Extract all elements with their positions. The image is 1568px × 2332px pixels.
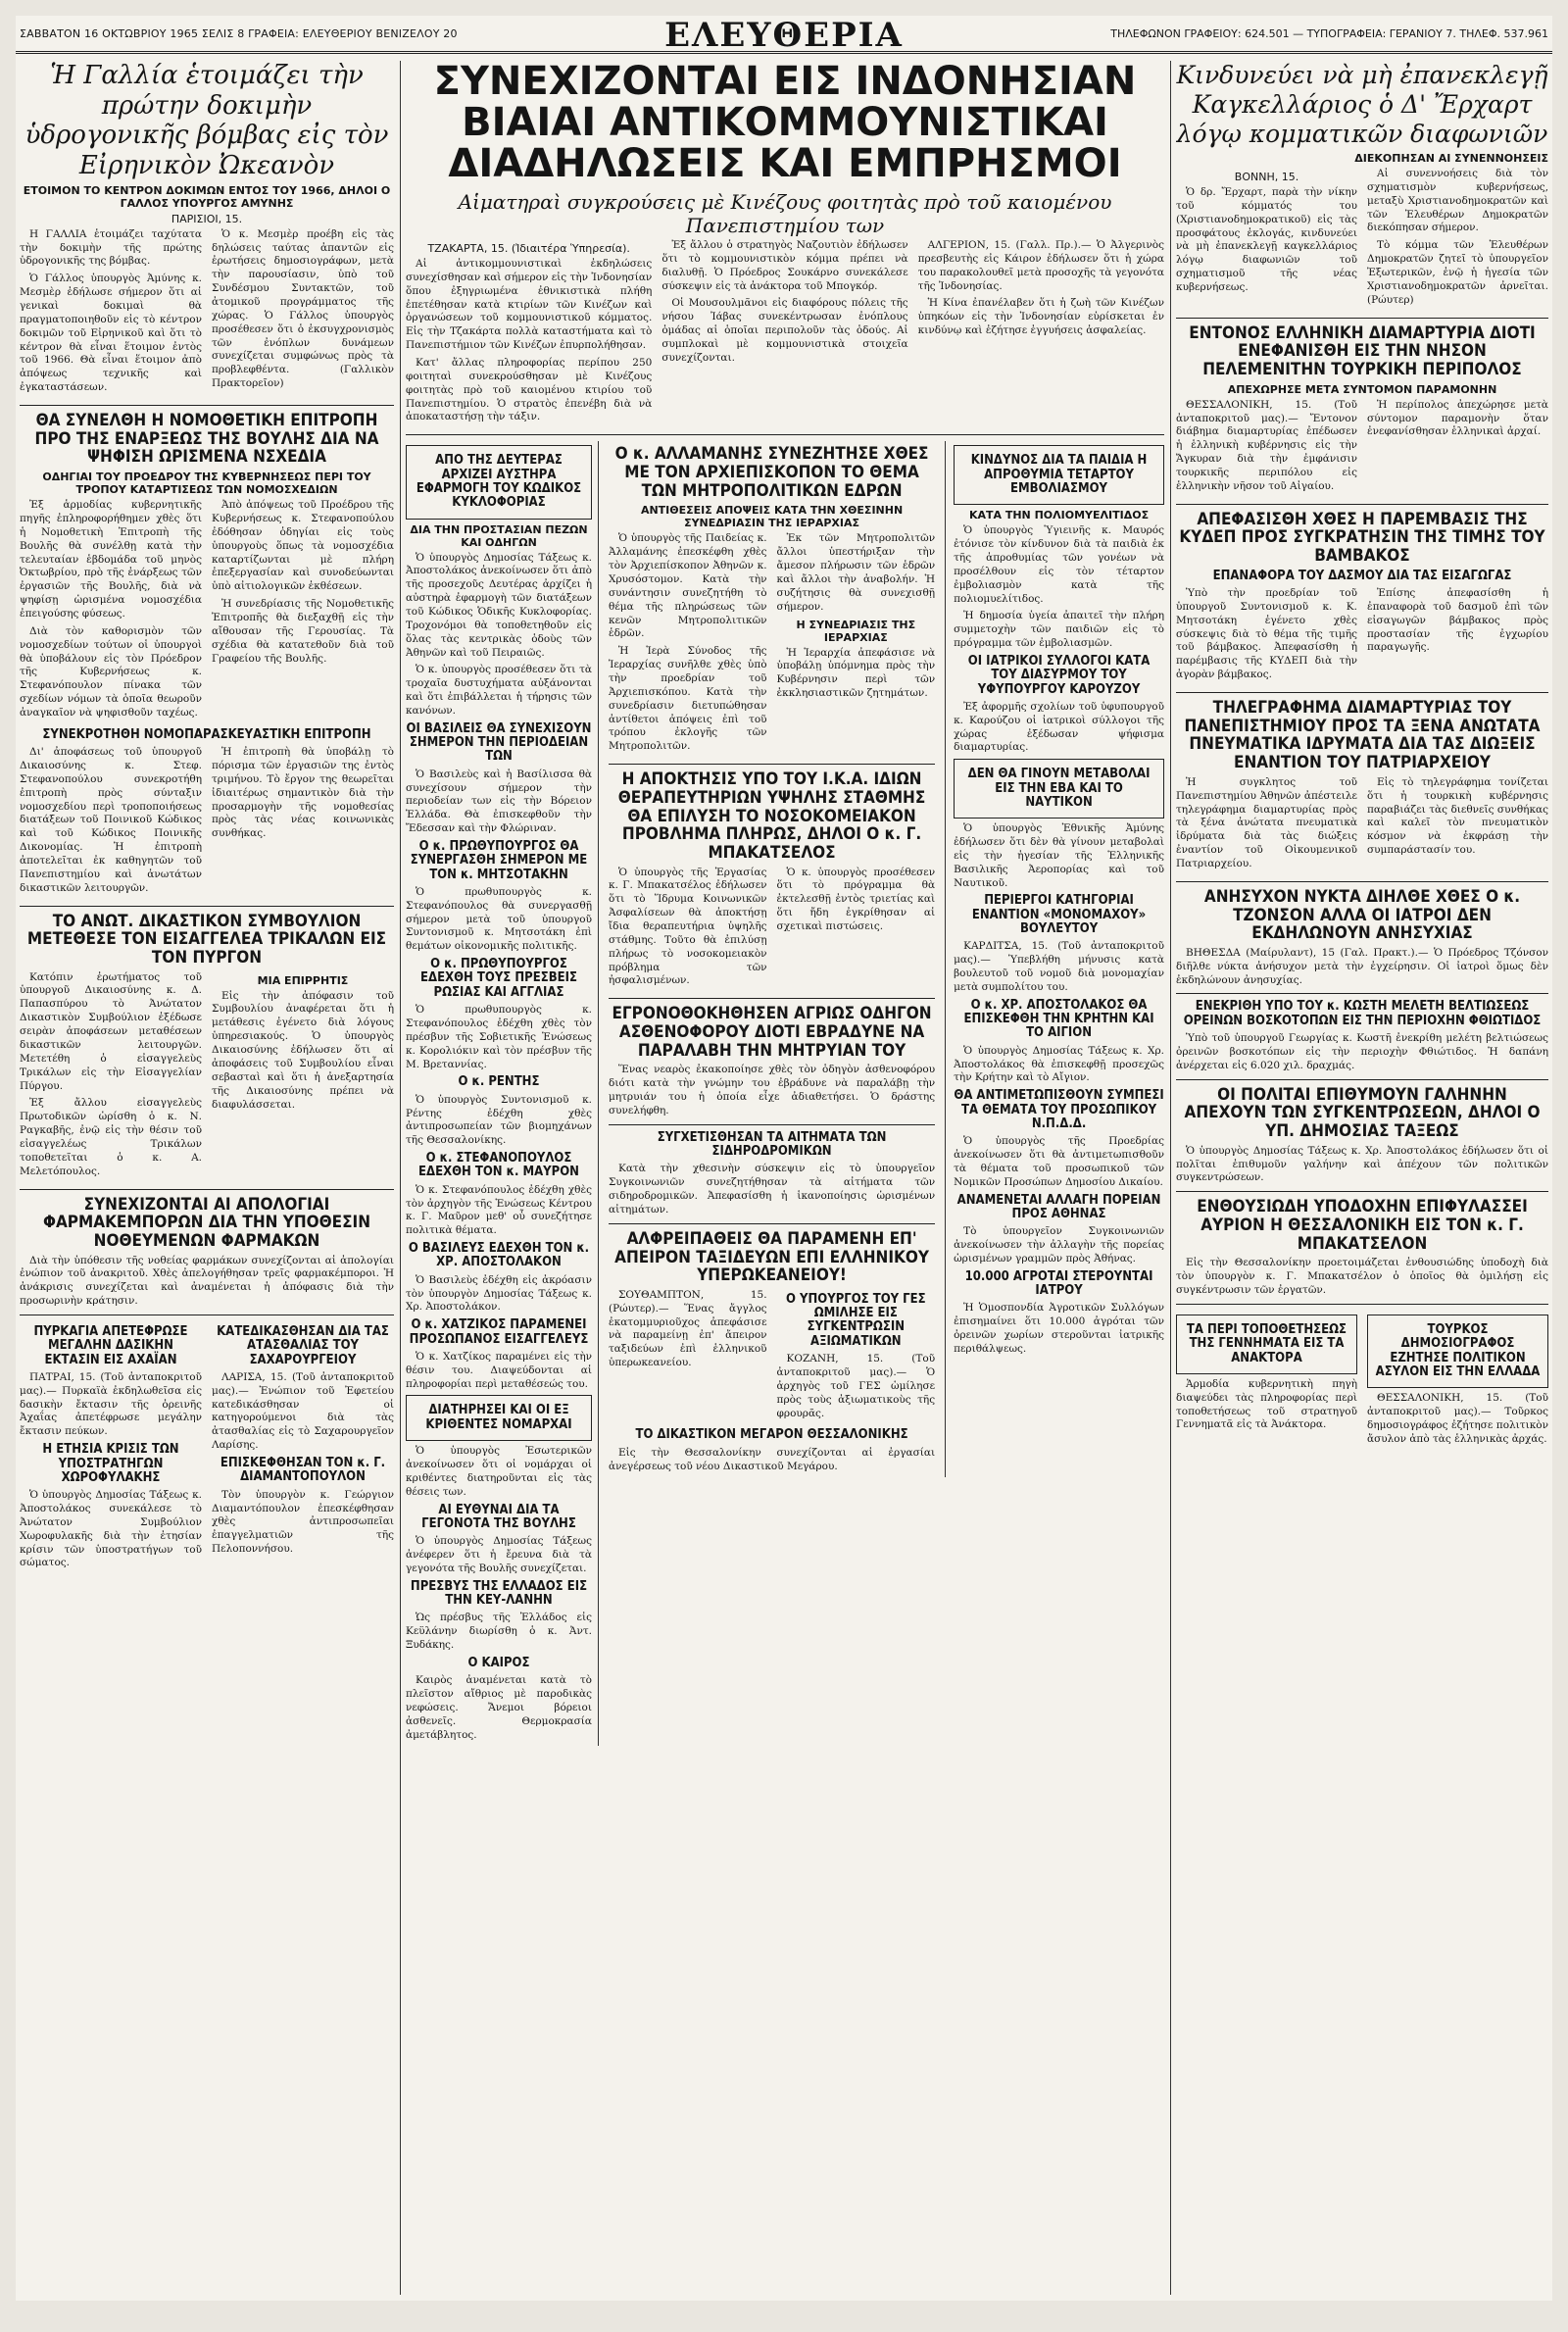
article-paragraph: ΑΛΓΕΡΙΟΝ, 15. (Γαλλ. Πρ.).— Ὁ Ἀλγερινὸς πρεσβευτὴς εἰς Κάιρον ἐδήλωσεν ὅτι ἡ χώρα του παρακολουθεῖ μετὰ προσοχῆς τὰ γεγονότα τῆς Ἰνδονησίας. (917, 239, 1164, 292)
law-committee-headline: ΣΥΝΕΚΡΟΤΗΘΗ ΝΟΜΟΠΑΡΑΣΚΕΥΑΣΤΙΚΗ ΕΠΙΤΡΟΠΗ (42, 726, 371, 742)
article-paragraph: Ὑπὸ τὴν προεδρίαν τοῦ ὑπουργοῦ Συντονισμοῦ κ. Κ. Μητσοτάκη ἐγένετο χθὲς σύσκεψις διὰ τὸ θέμα τῆς τιμῆς τοῦ βάμβακος. Ἀπεφασίσθη ἡ παρέμβασις τῆς ΚΥΔΕΠ διὰ τὴν ἀγορὰν βάμβακος. (1176, 587, 1357, 681)
article-paragraph: ΒΗΘΕΣΔΑ (Μαίρυλαντ), 15 (Γαλ. Πρακτ.).— Ὁ Πρόεδρος Τζόνσον διῆλθε νύκτα ἀνήσυχον μετὰ τὴν ἐγχείρησιν. Οἱ ἰατροὶ ὅμως δὲν ἐκδηλώνουν ἀνησυχίας. (1176, 946, 1548, 986)
divider (1176, 318, 1548, 319)
turkish-patrol-subheadline: ΑΠΕΧΩΡΗΣΕ ΜΕΤΑ ΣΥΝΤΟΜΟΝ ΠΑΡΑΜΟΝΗΝ (1227, 382, 1497, 396)
air-navy-headline: ΔΕΝ ΘΑ ΓΙΝΟΥΝ ΜΕΤΑΒΟΛΑΙ ΕΙΣ ΤΗΝ ΕΒΑ ΚΑΙ ΤΟ ΝΑΥΤΙΚΟΝ (967, 767, 1151, 810)
ceylon-ambassador-headline: ΠΡΕΣΒΥΣ ΤΗΣ ΕΛΛΑΔΟΣ ΕΙΣ ΤΗΝ ΚΕΥ-ΛΑΝΗΝ (410, 1578, 588, 1608)
ocean-liner-headline: ΑΛΦΡΕΙΠΑΘΕΙΣ ΘΑ ΠΑΡΑΜΕΝΗ ΕΠ' ΑΠΕΙΡΟΝ ΤΑΞΙΔΕΥΩΝ ΕΠΙ ΕΛΛΗΝΙΚΟΥ ΥΠΕΡΩΚΕΑΝΕΙΟΥ! (614, 1228, 929, 1286)
article-paragraph: Ὁ κ. Χατζίκος παραμένει εἰς τὴν θέσιν του. Διαψεύδονται αἱ πληροφορίαι περὶ μεταθέσεώς του. (406, 1350, 592, 1390)
article-paragraph: Ἡ Ἱερὰ Σύνοδος τῆς Ἱεραρχίας συνῆλθε χθὲς ὑπὸ τὴν προεδρίαν τοῦ Ἀρχιεπισκόπου. Κατὰ τὴν συνεδρίασιν διετυπώθησαν ἀντίθετοι ἀπόψεις ἐπὶ τοῦ τρόπου ἐκλογῆς τῶν Μητροπολιτῶν. (609, 645, 767, 753)
divider (609, 764, 935, 765)
article-paragraph: Οἱ Μουσουλμᾶνοι εἰς διαφόρους πόλεις τῆς νήσου Ἰάβας συνεκέντρωσαν ἐνόπλους ὁμάδας αἱ ὁποῖαι περιπολοῦν τὰς ὁδούς. Αἱ συμπλοκαὶ μὲ κομμουνιστικὰ στοιχεῖα συνεχίζονται. (662, 297, 908, 364)
pharma-trial-headline: ΣΥΝΕΧΙΖΟΝΤΑΙ ΑΙ ΑΠΟΛΟΓΙΑΙ ΦΑΡΜΑΚΕΜΠΟΡΩΝ ΔΙΑ ΤΗΝ ΥΠΟΘΕΣΙΝ ΝΟΘΕΥΜΕΝΩΝ ΦΑΡΜΑΚΩΝ (42, 1194, 371, 1251)
article-paragraph: Ὁ ὑπουργὸς τῆς Ἐργασίας κ. Γ. Μπακατσέλος ἐδήλωσεν ὅτι τὸ Ἵδρυμα Κοινωνικῶν Ἀσφαλίσεων θὰ ἀποκτήσῃ ἴδια θεραπευτήρια ὑψηλῆς στάθμης. Τοῦτο θὰ ἐπιλύσῃ πλήρως τὸ νοσοκομειακὸν πρόβλημα τῶν ἠσφαλισμένων. (609, 866, 767, 987)
air-navy-box (954, 759, 1164, 819)
article-paragraph: Ἐξ ἄλλου ὁ στρατηγὸς Ναζουτιὸν ἐδήλωσεν ὅτι τὸ κομμουνιστικὸν κόμμα πρέπει νὰ διαλυθῇ. Ὁ Πρόεδρος Σουκάρνο συνεκάλεσε σύσκεψιν εἰς τὰ ἀνάκτορα τοῦ Μπογκόρ. (662, 239, 908, 292)
article-paragraph: Εἰς τὸ τηλεγράφημα τονίζεται ὅτι ἡ τουρκικὴ κυβέρνησις παραβιάζει τὰς διεθνεῖς συνθήκας καὶ καλεῖ τὸν πνευματικὸν κόσμον νὰ ἐκφράσῃ τὴν συμπαράστασίν του. (1367, 775, 1548, 857)
divider (1176, 1191, 1548, 1192)
ambulance-driver-headline: ΕΓΡΟΝΟΘΟΚΗΘΗΣΕΝ ΑΓΡΙΩΣ ΟΔΗΓΟΝ ΑΣΘΕΝΟΦΟΡΟΥ ΔΙΟΤΙ ΕΒΡΑΔΥΝΕ ΝΑ ΠΑΡΑΛΑΒΗ ΤΗΝ ΜΗΤΡΥΙΑΝ ΤΟΥ (612, 1004, 932, 1061)
gennimatas-box (1176, 1315, 1357, 1374)
cotton-body (1176, 587, 1548, 686)
article-paragraph: Ἡ Κίνα ἐπανέλαβεν ὅτι ἡ ζωὴ τῶν Κινέζων ὑπηκόων εἰς τὴν Ἰνδονησίαν εὑρίσκεται ἐν κινδύνῳ καὶ ἐζήτησε ἐγγυήσεις ἀσφαλείας. (917, 297, 1164, 337)
article-paragraph: Ὁ πρωθυπουργὸς κ. Στεφανόπουλος θὰ συνεργασθῇ σήμερον μετὰ τοῦ ὑπουργοῦ Συντονισμοῦ κ. Μητσοτάκη ἐπὶ θεμάτων οἰκονομικῆς πολιτικῆς. (406, 885, 592, 953)
article-paragraph: Ὁ ὑπουργὸς τῆς Παιδείας κ. Ἀλλαμάνης ἐπεσκέφθη χθὲς τὸν Ἀρχιεπίσκοπον Ἀθηνῶν κ. Χρυσόστομον. Κατὰ τὴν συνάντησιν συνεζητήθη τὸ θέμα τῆς πληρώσεως τῶν κενῶν Μητροπολιτικῶν ἑδρῶν. (609, 532, 767, 640)
prosecutor-transfer-body (20, 971, 394, 1183)
article-paragraph: Ὑπὸ τοῦ ὑπουργοῦ Γεωργίας κ. Κωστῆ ἐνεκρίθη μελέτη βελτιώσεως ὀρεινῶν βοσκοτόπων εἰς τὴν περιοχὴν Φθιώτιδος. Ἡ δαπάνη ἀνέρχεται εἰς 6.020 χιλ. δραχμάς. (1176, 1032, 1548, 1071)
center-lower-grid (406, 441, 1164, 1746)
ika-hospitals-headline: Η ΑΠΟΚΤΗΣΙΣ ΥΠΟ ΤΟΥ Ι.Κ.Α. ΙΔΙΩΝ ΘΕΡΑΠΕΥΤΗΡΙΩΝ ΥΨΗΛΗΣ ΣΤΑΘΜΗΣ ΘΑ ΕΠΙΛΥΣΗ ΤΟ ΝΟΣΟΚΟΜΕΙΑΚΟΝ ΠΡΟΒΛΗΜΑ ΠΛΗΡΩΣ, ΔΗΛΟΙ Ο κ. Γ. ΜΠΑΚΑΤΣΕΛΟΣ (617, 769, 926, 863)
article-paragraph: Διὰ τὸν καθορισμὸν τῶν νομοσχεδίων τούτων οἱ ὑπουργοὶ θὰ ὑποβάλουν εἰς τὸν Πρόεδρον τῆς Κυβερνήσεως κ. Στεφανόπουλον πίνακα τῶν σχεδίων νόμων τὰ ὁποῖα θεωροῦν ἀναγκαῖον νὰ ψηφισθοῦν ταχέως. (20, 624, 202, 719)
legislative-committee-headline: ΘΑ ΣΥΝΕΛΘΗ Η ΝΟΜΟΘΕΤΙΚΗ ΕΠΙΤΡΟΠΗ ΠΡΟ ΤΗΣ ΕΝΑΡΞΕΩΣ ΤΗΣ ΒΟΥΛΗΣ ΔΙΑ ΝΑ ΨΗΦΙΣΗ ΩΡΙΣΜΕΝΑ ΝΣΧΕΔΙΑ (34, 411, 379, 468)
pm-ambassadors-headline: Ο κ. ΠΡΩΘΥΠΟΥΡΓΟΣ ΕΔΕΧΘΗ ΤΟΥΣ ΠΡΕΣΒΕΙΣ ΡΩΣΙΑΣ ΚΑΙ ΑΓΓΛΙΑΣ (420, 957, 577, 1000)
divider (20, 405, 394, 406)
article-paragraph: Ἐξ ἄλλου εἰσαγγελεὺς Πρωτοδικῶν ὡρίσθη ὁ κ. Ν. Ραγκαβῆς, ἐνῷ εἰς τὴν θέσιν τοῦ εἰσαγγελέως Τρικάλων τοποθετεῖται ὁ κ. Α. Μελετόπουλος. (20, 1097, 202, 1177)
article-paragraph: Δι' ἀποφάσεως τοῦ ὑπουργοῦ Δικαιοσύνης κ. Στεφ. Στεφανοπούλου συνεκροτήθη ἐπιτροπὴ πρὸς σύνταξιν νομοσχεδίου περὶ τροποποιήσεως διατάξεων τοῦ Ποινικοῦ Κώδικος καὶ τοῦ Κώδικος Ποινικῆς Δικονομίας. Ἡ ἐπιτροπὴ ἀποτελεῖται ἐκ καθηγητῶν τοῦ Πανεπιστημίου καὶ ἀνωτάτων δικαστικῶν λειτουργῶν. (20, 746, 202, 894)
article-paragraph: Ὁ ὑπουργὸς Συντονισμοῦ κ. Ρέντης ἐδέχθη χθὲς ἀντιπροσωπείαν τῶν βιομηχάνων τῆς Θεσσαλονίκης. (406, 1093, 592, 1147)
article-paragraph: Τὸν ὑπουργὸν κ. Γεώργιον Διαμαντόπουλον ἐπεσκέφθησαν χθὲς ἀντιπροσωπεῖαι ἐπαγγελματιῶν τῆς Πελοποννήσου. (212, 1488, 394, 1556)
center-wide-split (609, 441, 1164, 1477)
turkish-patrol-body (1176, 399, 1548, 498)
king-apostolakos-headline: Ο ΒΑΣΙΛΕΥΣ ΕΔΕΧΘΗ ΤΟΝ κ. ΧΡ. ΑΠΟΣΤΟΛΑΚΟΝ (408, 1241, 590, 1270)
polio-box (954, 445, 1164, 505)
article-paragraph: ΚΟΖΑΝΗ, 15. (Τοῦ ἀνταποκριτοῦ μας).— Ὁ ἀρχηγὸς τοῦ ΓΕΣ ὡμίλησε πρὸς τοὺς ἀξιωματικοὺς τῆς φρουρᾶς. (776, 1353, 936, 1419)
france-hbomb-dateline: ΠΑΡΙΣΙΟΙ, 15. (171, 212, 243, 225)
divider (609, 1124, 935, 1125)
weather-headline: Ο ΚΑΙΡΟΣ (467, 1655, 530, 1670)
parliament-events-headline: ΑΙ ΕΥΘΥΝΑΙ ΔΙΑ ΤΑ ΓΕΓΟΝΟΤΑ ΤΗΣ ΒΟΥΛΗΣ (421, 1502, 576, 1531)
france-hbomb-subheadline: ΕΤΟΙΜΟΝ ΤΟ ΚΕΝΤΡΟΝ ΔΟΚΙΜΩΝ ΕΝΤΟΣ ΤΟΥ 1966, ΔΗΛΟΙ Ο ΓΑΛΛΟΣ ΥΠΟΥΡΓΟΣ ΑΜΥΝΗΣ (23, 183, 391, 210)
article-paragraph: Ὁ ὑπουργὸς Δημοσίας Τάξεως κ. Χρ. Ἀποστολάκος θὰ ἐπισκεφθῇ προσεχῶς τὴν Κρήτην καὶ τὸ Αἴγιον. (954, 1044, 1164, 1084)
ges-speech-headline: Ο ΥΠΟΥΡΓΟΣ ΤΟΥ ΓΕΣ ΩΜΙΛΗΣΕ ΕΙΣ ΣΥΓΚΕΝΤΡΩΣΙΝ ΑΞΙΩΜΑΤΙΚΩΝ (786, 1291, 926, 1349)
article-paragraph: Ἐπίσης ἀπεφασίσθη ἡ ἐπαναφορὰ τοῦ δασμοῦ ἐπὶ τῶν εἰσαγωγῶν βάμβακος πρὸς προστασίαν τῆς ἐγχωρίου παραγωγῆς. (1367, 587, 1548, 654)
article-paragraph: Ἀπὸ ἀπόψεως τοῦ Προέδρου τῆς Κυβερνήσεως κ. Στεφανοπούλου ἐδόθησαν ὁδηγίαι εἰς τοὺς ὑπουργοὺς ὅπως τὰ νομοσχέδια καταρτίζωνται μὲ πλήρη ἐπεξεργασίαν καὶ συνοδεύωνται ὑπὸ αἰτιολογικῶν ἐκθέσεων. (212, 499, 394, 593)
pastures-headline: ΕΝΕΚΡΙΘΗ ΥΠΟ ΤΟΥ κ. ΚΩΣΤΗ ΜΕΛΕΤΗ ΒΕΛΤΙΩΣΕΩΣ ΟΡΕΙΝΩΝ ΒΟΣΚΟΤΟΠΩΝ ΕΙΣ ΤΗΝ ΠΕΡΙΟΧΗΝ ΦΘΙΩΤΙΔΟΣ (1183, 999, 1542, 1028)
indonesia-subheadline: Αἱματηραὶ συγκρούσεις μὲ Κινέζους φοιτητὰς πρὸ τοῦ καιομένου Πανεπιστημίου των (458, 190, 1112, 237)
article-paragraph: Ἡ περίπολος ἀπεχώρησε μετὰ σύντομον παραμονὴν ὅταν ἐνεφανίσθησαν ἑλληνικαὶ ἀρχαί. (1367, 398, 1548, 438)
import-duty-headline: ΕΠΑΝΑΦΟΡΑ ΤΟΥ ΔΑΣΜΟΥ ΔΙΑ ΤΑΣ ΕΙΣΑΓΩΓΑΣ (1212, 568, 1512, 583)
article-paragraph: Ἡ Ἱεραρχία ἀπεφάσισε νὰ ὑποβάλῃ ὑπόμνημα πρὸς τὴν Κυβέρνησιν περὶ τῶν ἐκκλησιαστικῶν ζητημάτων. (776, 646, 936, 700)
article-paragraph: Ἡ συνεδρίασις τῆς Νομοθετικῆς Ἐπιτροπῆς θὰ διεξαχθῇ εἰς τὴν αἴθουσαν τῆς Γερουσίας. Τὰ σχέδια θὰ κατατεθοῦν διὰ τοῦ Γραφείου τῆς Βουλῆς. (212, 598, 394, 665)
divider (1176, 881, 1548, 882)
traffic-code-box (406, 445, 592, 519)
allamanis-body (609, 532, 935, 758)
article-paragraph: Ἡ δημοσία ὑγεία ἀπαιτεῖ τὴν πλήρη συμμετοχὴν τῶν παιδιῶν εἰς τὸ πρόγραμμα τῶν ἐμβολιασμῶν. (954, 610, 1164, 650)
article-paragraph: Ὁ κ. ὑπουργὸς προσέθεσεν ὅτι τὸ πρόγραμμα θὰ ἐκτελεσθῇ ἐντὸς τριετίας καὶ ὅτι ἤδη ἐγκρίθησαν αἱ σχετικαὶ πιστώσεις. (776, 866, 936, 932)
erhard-subheadline: ΔΙΕΚΟΠΗΣΑΝ ΑΙ ΣΥΝΕΝΝΟΗΣΕΙΣ (1354, 152, 1548, 165)
masthead (16, 16, 1552, 55)
article-paragraph: Ὁ Βασιλεὺς καὶ ἡ Βασίλισσα θὰ συνεχίσουν σήμερον τὴν περιοδείαν των εἰς τὴν Βόρειον Ἑλλάδα. Θὰ ἐπισκεφθοῦν τὴν Ἔδεσσαν καὶ τὴν Φλώριναν. (406, 768, 592, 835)
article-paragraph: Κατόπιν ἐρωτήματος τοῦ ὑπουργοῦ Δικαιοσύνης κ. Δ. Παπασπύρου τὸ Ἀνώτατον Δικαστικὸν Συμβούλιον ἐξέδωσε σειρὰν ἀποφάσεων μεταθέσεων δικαστικῶν λειτουργῶν. Μετετέθη ὁ εἰσαγγελεὺς Τρικάλων εἰς τὴν Εἰσαγγελίαν Πύργου. (20, 970, 202, 1092)
article-subheading: ΜΙΑ ΕΠΙΡΡΗΤΙΣ (257, 973, 349, 987)
article-paragraph: Ἁρμοδία κυβερνητικὴ πηγὴ διαψεύδει τὰς πληροφορίας περὶ τοποθετήσεως τοῦ στρατηγοῦ Γεννηματᾶ εἰς τὰ Ἀνάκτορα. (1176, 1377, 1357, 1431)
divider (20, 906, 394, 907)
gennimatas-headline: ΤΑ ΠΕΡΙ ΤΟΠΟΘΕΤΗΣΕΩΣ ΤΗΣ ΓΕΝΝΗΜΑΤΑ ΕΙΣ ΤΑ ΑΝΑΚΤΟΡΑ (1186, 1321, 1348, 1365)
article-paragraph: Ὁ κ. Στεφανόπουλος ἐδέχθη χθὲς τὸν ἀρχηγὸν τῆς Ἑνώσεως Κέντρου κ. Γ. Μαῦρον μεθ' οὗ συνεζήτησε πολιτικὰ θέματα. (406, 1183, 592, 1237)
article-paragraph: Καιρὸς ἀναμένεται κατὰ τὸ πλεῖστον αἴθριος μὲ παροδικὰς νεφώσεις. Ἄνεμοι βόρειοι ἀσθενεῖς. Θερμοκρασία ἀμετάβλητος. (406, 1674, 592, 1741)
article-paragraph: Ὁ δρ. Ἔρχαρτ, παρὰ τὴν νίκην τοῦ κόμματός του (Χριστιανοδημοκρατικοῦ) εἰς τὰς προσφάτους ἐκλογάς, κινδυνεύει νὰ μὴ ἐπανεκλεγῇ καγκελλάριος λόγῳ διαφωνιῶν τοῦ σχηματισμοῦ τῆς νέας κυβερνήσεως. (1176, 186, 1357, 294)
article-paragraph: Ὁ ὑπουργὸς Ὑγιεινῆς κ. Μαυρός ἐτόνισε τὸν κίνδυνον διὰ τὰ παιδιὰ ἐκ τῆς ἀπροθυμίας τῶν γονέων νὰ προσέλθουν εἰς τὸν τέταρτον ἐμβολιασμὸν κατὰ τῆς πολιομυελίτιδος. (954, 524, 1164, 605)
article-paragraph: Η ΓΑΛΛΙΑ ἑτοιμάζει ταχύτατα τὴν δοκιμὴν τῆς πρώτης ὑδρογονικῆς της βόμβας. (20, 227, 202, 268)
patriarchate-protest-headline: ΤΗΛΕΓΡΑΦΗΜΑ ΔΙΑΜΑΡΤΥΡΙΑΣ ΤΟΥ ΠΑΝΕΠΙΣΤΗΜΙΟΥ ΠΡΟΣ ΤΑ ΞΕΝΑ ΑΝΩΤΑΤΑ ΠΝΕΥΜΑΤΙΚΑ ΙΔΡΥΜΑΤΑ ΔΙΑ ΤΑΣ ΔΙΩΞΕΙΣ ΕΝΑΝΤΙΟΝ ΤΟΥ ΠΑΤΡΙΑΡΧΕΙΟΥ (1184, 698, 1541, 773)
column-rule (400, 61, 401, 2295)
erhard-body (1176, 168, 1548, 312)
divider (20, 1189, 394, 1190)
article-paragraph: Ἕνας νεαρὸς ἐκακοποίησε χθὲς τὸν ὁδηγὸν ἀσθενοφόρου διότι κατὰ τὴν γνώμην του ἐβράδυνε νὰ παραλάβῃ τὴν μητρυιάν του ἡ ὁποία εἶχε ἀδιαθετήσει. Ὁ δράστης συνελήφθη. (609, 1064, 936, 1116)
article-paragraph: Εἰς τὴν Θεσσαλονίκην συνεχίζονται αἱ ἐργασίαι ἀνεγέρσεως τοῦ νέου Δικαστικοῦ Μεγάρου. (609, 1446, 936, 1472)
article-paragraph: Ὁ ὑπουργὸς Ἐθνικῆς Ἀμύνης ἐδήλωσεν ὅτι δὲν θὰ γίνουν μεταβολαὶ εἰς τὴν ἡγεσίαν τῆς Ἑλληνικῆς Βασιλικῆς Ἀεροπορίας καὶ τοῦ Ναυτικοῦ. (954, 822, 1164, 889)
polio-subheadline: ΚΑΤΑ ΤΗΝ ΠΟΛΙΟΜΥΕΛΙΤΙΔΟΣ (968, 509, 1150, 522)
article-subheading: Η ΣΥΝΕΔΡΙΑΣΙΣ ΤΗΣ ΙΕΡΑΡΧΙΑΣ (796, 618, 916, 644)
right-column (1176, 61, 1548, 2295)
article-paragraph: Ἐξ ἁρμοδίας κυβερνητικῆς πηγῆς ἐπληροφορήθημεν χθὲς ὅτι ἡ Νομοθετικὴ Ἐπιτροπὴ τῆς Βουλῆς θὰ συνέλθῃ κατὰ τὴν τελευταίαν ἑβδομάδα τοῦ μηνὸς Ὀκτωβρίου, πρὸ τῆς ἐνάρξεως τῶν ἐργασιῶν τῆς Βουλῆς, διὰ νὰ ψηφίσῃ ὡρισμένα νομοσχέδια ἐπειγούσης φύσεως. (20, 499, 202, 620)
article-paragraph: Ὁ Βασιλεὺς ἐδέχθη εἰς ἀκρόασιν τὸν ὑπουργὸν Δημοσίας Τάξεως κ. Χρ. Ἀποστολάκον. (406, 1273, 592, 1314)
indonesia-headline: ΣΥΝΕΧΙΖΟΝΤΑΙ ΕΙΣ ΙΝΔΟΝΗΣΙΑΝ ΒΙΑΙΑΙ ΑΝΤΙΚΟΜΜΟΥΝΙΣΤΙΚΑΙ ΔΙΑΔΗΛΩΣΕΙΣ ΚΑΙ ΕΜΠΡΗΣΜΟΙ (433, 61, 1137, 186)
france-hbomb-headline: Ἡ Γαλλία ἑτοιμάζει τὴν πρώτην δοκιμὴν ὑδρογονικῆς βόμβας εἰς τὸν Εἰρηνικὸν Ὠκεανὸν (24, 61, 389, 181)
medical-associations-headline: ΟΙ ΙΑΤΡΙΚΟΙ ΣΥΛΛΟΓΟΙ ΚΑΤΑ ΤΟΥ ΔΙΑΣΥΡΜΟΥ ΤΟΥ ΥΦΥΠΟΥΡΓΟΥ ΚΑΡΟΥΖΟΥ (967, 653, 1151, 697)
turkish-patrol-headline: ΕΝΤΟΝΟΣ ΕΛΛΗΝΙΚΗ ΔΙΑΜΑΡΤΥΡΙΑ ΔΙΟΤΙ ΕΝΕΦΑΝΙΣΘΗ ΕΙΣ ΤΗΝ ΝΗΣΟΝ ΠΕΛΕΜΕΝΙΤΗΝ ΤΟΥΡΚΙΚΗ ΠΕΡΙΠΟΛΟΣ (1189, 323, 1536, 379)
masthead-title: ΕΛΕΥΘΕΡΙΑ (664, 16, 904, 55)
article-paragraph: Τὸ ὑπουργεῖον Συγκοινωνιῶν ἀνεκοίνωσεν τὴν ἀλλαγὴν τῆς πορείας ὡρισμένων γραμμῶν πρὸς Ἀθήνας. (954, 1225, 1164, 1265)
prefects-box (406, 1395, 592, 1441)
article-paragraph: Ὡς πρέσβυς τῆς Ἑλλάδος εἰς Κεϋλάνην διωρίσθη ὁ κ. Ἀντ. Ξυδάκης. (406, 1612, 592, 1651)
right-bottom-briefs (1176, 1311, 1548, 1451)
indonesia-dateline: ΤΖΑΚΑΡΤΑ, 15. (Ἰδιαιτέρα Ὑπηρεσία). (427, 242, 630, 255)
citizens-calm-headline: ΟΙ ΠΟΛΙΤΑΙ ΕΠΙΘΥΜΟΥΝ ΓΑΛΗΝΗΝ ΑΠΕΧΟΥΝ ΤΩΝ ΣΥΓΚΕΝΤΡΩΣΕΩΝ, ΔΗΛΟΙ Ο ΥΠ. ΔΗΜΟΣΙΑΣ ΤΑΞΕΩΣ (1184, 1084, 1541, 1141)
divider (406, 434, 1164, 435)
divider (1176, 1304, 1548, 1305)
patriarchate-body (1176, 776, 1548, 875)
royals-tour-headline: ΟΙ ΒΑΣΙΛΕΙΣ ΘΑ ΣΥΝΕΧΙΣΟΥΝ ΣΗΜΕΡΟΝ ΤΗΝ ΠΕΡΙΟΔΕΙΑΝ ΤΩΝ (406, 720, 592, 765)
turkish-journalist-headline: ΤΟΥΡΚΟΣ ΔΗΜΟΣΙΟΓΡΑΦΟΣ ΕΖΗΤΗΣΕ ΠΟΛΙΤΙΚΟΝ ΑΣΥΛΟΝ ΕΙΣ ΤΗΝ ΕΛΛΑΔΑ (1375, 1321, 1541, 1379)
divider (1176, 692, 1548, 693)
legislative-committee-subheadline: ΟΔΗΓΙΑΙ ΤΟΥ ΠΡΟΕΔΡΟΥ ΤΗΣ ΚΥΒΕΡΝΗΣΕΩΣ ΠΕΡΙ ΤΟΥ ΤΡΟΠΟΥ ΚΑΤΑΡΤΙΣΕΩΣ ΤΩΝ ΝΟΜΟΣΧΕΔΙΩΝ (42, 471, 371, 497)
article-paragraph: Ὁ πρωθυπουργὸς κ. Στεφανόπουλος ἐδέχθη χθὲς τὸν πρέσβυν τῆς Σοβιετικῆς Ἑνώσεως κ. Κορολιόκιν καὶ τὸν πρέσβυν τῆς Μ. Βρεταννίας. (406, 1004, 592, 1070)
article-paragraph: ΘΕΣΣΑΛΟΝΙΚΗ, 15. (Τοῦ ἀνταποκριτοῦ μας).— Τοῦρκος δημοσιογράφος ἐζήτησε πολιτικὸν ἄσυλον ἀπὸ τὰς ἑλληνικὰς ἀρχάς. (1367, 1392, 1548, 1445)
article-paragraph: Εἰς τὴν ἀπόφασιν τοῦ Συμβουλίου ἀναφέρεται ὅτι ἡ μετάθεσις ἐγένετο διὰ λόγους ὑπηρεσιακούς. Ὁ ὑπουργὸς Δικαιοσύνης ἐδήλωσεν ὅτι αἱ ἀποφάσεις τοῦ Συμβουλίου εἶναι σεβασταὶ καὶ ὅτι ἡ ἀνεξαρτησία τῆς Δικαιοσύνης πρέπει νὰ διαφυλάσσεται. (212, 989, 394, 1111)
article-paragraph: Κατὰ τὴν χθεσινὴν σύσκεψιν εἰς τὸ ὑπουργεῖον Συγκοινωνιῶν συνεζητήθησαν τὰ αἰτήματα τῶν σιδηροδρομικῶν. Ἀπεφασίσθη ἡ ἱκανοποίησις ὡρισμένων αἰτημάτων. (609, 1163, 936, 1216)
turkish-journalist-box (1367, 1315, 1548, 1388)
diamantopoulos-visit-headline: ΕΠΙΣΚΕΦΘΗΣΑΝ ΤΟΝ κ. Γ. ΔΙΑΜΑΝΤΟΠΟΥΛΟΝ (220, 1456, 386, 1485)
divider (609, 1223, 935, 1224)
article-paragraph: Ὁ ὑπουργὸς Δημοσίας Τάξεως κ. Ἀποστολάκος ἀνεκοίνωσεν ὅτι ἀπὸ τῆς προσεχοῦς Δευτέρας ἀρχίζει ἡ αὐστηρὰ ἐφαρμογὴ τῶν διατάξεων τοῦ Κώδικος Ὁδικῆς Κυκλοφορίας. Τροχονόμοι θὰ τοποθετηθοῦν εἰς ὅλας τὰς κεντρικὰς ὁδοὺς τῶν Ἀθηνῶν καὶ τοῦ Πειραιῶς. (406, 551, 592, 659)
left-bottom-briefs (20, 1321, 394, 1574)
erhard-headline: Κινδυνεύει νὰ μὴ ἐπανεκλεγῇ Καγκελλάριος ὁ Δ' Ἔρχαρτ λόγῳ κομματικῶν διαφωνιῶν (1176, 61, 1548, 148)
masthead-phone-line: ΤΗΛΕΦΩΝΟΝ ΓΡΑΦΕΙΟΥ: 624.501 — ΤΥΠΟΓΡΑΦΕΙΑ: ΓΕΡΑΝΙΟΥ 7. ΤΗΛΕΦ. 537.961 (1110, 27, 1548, 40)
article-paragraph: Αἱ ἀντικομμουνιστικαὶ ἐκδηλώσεις συνεχίσθησαν καὶ σήμερον εἰς τὴν Ἰνδονησίαν ὅπου ἐξηγριωμένα ἐθνικιστικὰ πλήθη ἐπετέθησαν κατὰ κτιρίων τῶν Κινέζων καὶ ὀργανώσεων τοῦ κομμουνιστικοῦ κόμματος. Εἰς τὴν Τζακάρτα πολλὰ καταστήματα καὶ τὸ Πανεπιστήμιον τῶν Κινέζων ἐπυρπολήθησαν. (406, 258, 653, 352)
polio-headline: ΚΙΝΔΥΝΟΣ ΔΙΑ ΤΑ ΠΑΙΔΙΑ Η ΑΠΡΟΘΥΜΙΑ ΤΕΤΑΡΤΟΥ ΕΜΒΟΛΙΑΣΜΟΥ (970, 453, 1148, 496)
newspaper-page (16, 16, 1552, 2301)
duel-mp-headline: ΠΕΡΙΕΡΓΟΙ ΚΑΤΗΓΟΡΙΑΙ ΕΝΑΝΤΙΟΝ «ΜΟΝΟΜΑΧΟΥ» ΒΟΥΛΕΥΤΟΥ (971, 893, 1147, 937)
article-paragraph: ΘΕΣΣΑΛΟΝΙΚΗ, 15. (Τοῦ ἀνταποκριτοῦ μας).— Ἔντονον διάβημα διαμαρτυρίας ἐπέδωσεν ἡ ἑλληνικὴ κυβέρνησις εἰς τὴν Ἄγκυραν διὰ τὴν ἐμφάνισιν τουρκικῆς περιπόλου εἰς ἑλληνικὴν νῆσον τοῦ Αἰγαίου. (1176, 398, 1357, 492)
article-paragraph: ΚΑΡΔΙΤΣΑ, 15. (Τοῦ ἀνταποκριτοῦ μας).— Ὑπεβλήθη μήνυσις κατὰ βουλευτοῦ τοῦ νομοῦ διὰ μονομαχίαν μετὰ συμπολίτου του. (954, 940, 1164, 993)
article-paragraph: Ὁ ὑπουργὸς Δημοσίας Τάξεως ἀνέφερεν ὅτι ἡ ἔρευνα διὰ τὰ γεγονότα τῆς Βουλῆς συνεχίζεται. (406, 1535, 592, 1574)
traffic-code-headline: ΑΠΟ ΤΗΣ ΔΕΥΤΕΡΑΣ ΑΡΧΙΖΕΙ ΑΥΣΤΗΡΑ ΕΦΑΡΜΟΓΗ ΤΟΥ ΚΩΔΙΚΟΣ ΚΥΚΛΟΦΟΡΙΑΣ (416, 453, 582, 511)
npdd-staff-headline: ΘΑ ΑΝΤΙΜΕΤΩΠΙΣΘΟΥΝ ΣΥΜΠΕΣΙ ΤΑ ΘΕΜΑΤΑ ΤΟΥ ΠΡΟΣΩΠΙΚΟΥ Ν.Π.Δ.Δ. (954, 1088, 1164, 1131)
article-paragraph: Διὰ τὴν ὑπόθεσιν τῆς νοθείας φαρμάκων συνεχίζονται αἱ ἀπολογίαι ἐνώπιον τοῦ ἀνακριτοῦ. Χθὲς ἀπελογήθησαν τρεῖς φαρμακέμποροι. Ἡ ἀνάκρισις συνεχίζεται καὶ ἀναμένεται ἡ ἀπόφασις διὰ τὴν προσωρινὴν κράτησιν. (20, 1254, 394, 1308)
apostolakos-crete-headline: Ο κ. ΧΡ. ΑΠΟΣΤΟΛΑΚΟΣ ΘΑ ΕΠΙΣΚΕΦΘΗ ΤΗΝ ΚΡΗΤΗΝ ΚΑΙ ΤΟ ΑΙΓΙΟΝ (963, 997, 1154, 1041)
prosecutor-transfer-headline: ΤΟ ΑΝΩΤ. ΔΙΚΑΣΤΙΚΟΝ ΣΥΜΒΟΥΛΙΟΝ ΜΕΤΕΘΕΣΕ ΤΟΝ ΕΙΣΑΓΓΕΛΕΑ ΤΡΙΚΑΛΩΝ ΕΙΣ ΤΟΝ ΠΥΡΓΟΝ (26, 911, 387, 968)
article-paragraph: Ἐκ τῶν Μητροπολιτῶν ἄλλοι ὑπεστήριξαν τὴν ἄμεσον πλήρωσιν τῶν ἑδρῶν καὶ ἄλλοι τὴν ἀναβολήν. Ἡ συζήτησις θὰ συνεχισθῇ σήμερον. (776, 532, 936, 613)
law-committee-body (20, 746, 394, 899)
divider (1176, 504, 1548, 505)
article-paragraph: Ὁ ὑπουργὸς Δημοσίας Τάξεως κ. Χρ. Ἀποστολάκος ἐδήλωσεν ὅτι οἱ πολῖται ἐπιθυμοῦν γαλήνην καὶ ἀπέχουν τῶν πολιτικῶν συγκεντρώσεων. (1176, 1144, 1548, 1184)
divider (1176, 1079, 1548, 1080)
article-paragraph: Ὁ ὑπουργὸς Δημοσίας Τάξεως κ. Ἀποστολάκος συνεκάλεσε τὸ Ἀνώτατον Συμβούλιον Χωροφυλακῆς διὰ τὴν ἐτησίαν κρίσιν τῶν ὑποστρατήγων τοῦ σώματος. (20, 1489, 202, 1569)
article-paragraph: Ἡ Ὁμοσπονδία Ἀγροτικῶν Συλλόγων ἐπισημαίνει ὅτι 10.000 ἀγρόται τῶν ὀρεινῶν χωρίων στεροῦνται ἰατρικῆς περιθάλψεως. (954, 1302, 1164, 1355)
article-paragraph: Ἐξ ἀφορμῆς σχολίων τοῦ ὑφυπουργοῦ κ. Καρούζου οἱ ἰατρικοὶ σύλλογοι τῆς χώρας ἐξέδωσαν ψήφισμα διαμαρτυρίας. (954, 700, 1164, 754)
article-paragraph: ΠΑΤΡΑΙ, 15. (Τοῦ ἀνταποκριτοῦ μας).— Πυρκαϊὰ ἐκδηλωθεῖσα εἰς δασικὴν ἔκτασιν τῆς ὀρεινῆς Ἀχαΐας ἀπετέφρωσε μεγάλην ἔκτασιν πεύκων. (20, 1370, 202, 1438)
traffic-code-subheadline: ΔΙΑ ΤΗΝ ΠΡΟΣΤΑΣΙΑΝ ΠΕΖΩΝ ΚΑΙ ΟΔΗΓΩΝ (410, 522, 588, 549)
article-paragraph: Ἡ ἐπιτροπὴ θὰ ὑποβάλῃ τὸ πόρισμα τῶν ἐργασιῶν της ἐντὸς τριμήνου. Τὸ ἔργον της θεωρεῖται ἰδιαιτέρως σημαντικὸν διὰ τὴν προσαρμογὴν τῆς νομοθεσίας πρὸς τὰς νέας κοινωνικὰς συνθήκας. (212, 746, 394, 840)
center-narrow-column (406, 441, 599, 1746)
masthead-date-line: ΣΑΒΒΑΤΟΝ 16 ΟΚΤΩΒΡΙΟΥ 1965 ΣΕΛΙΣ 8 ΓΡΑΦΕΙΑ: ΕΛΕΥΘΕΡΙΟΥ ΒΕΝΙΖΕΛΟΥ 20 (20, 27, 458, 40)
erhard-dateline: ΒΟΝΝΗ, 15. (1234, 171, 1299, 183)
article-paragraph: Εἰς τὴν Θεσσαλονίκην προετοιμάζεται ἐνθουσιώδης ὑποδοχὴ διὰ τὸν ὑπουργὸν κ. Γ. Μπακατσέλον ὁ ὁποῖος θὰ ὁμιλήσῃ εἰς συγκέντρωσιν τῶν ἐργατῶν. (1176, 1257, 1548, 1297)
cotton-price-headline: ΑΠΕΦΑΣΙΣΘΗ ΧΘΕΣ Η ΠΑΡΕΜΒΑΣΙΣ ΤΗΣ ΚΥΔΕΠ ΠΡΟΣ ΣΥΓΚΡΑΤΗΣΙΝ ΤΗΣ ΤΙΜΗΣ ΤΟΥ ΒΑΜΒΑΚΟΣ (1179, 509, 1545, 567)
article-paragraph: ΛΑΡΙΣΑ, 15. (Τοῦ ἀνταποκριτοῦ μας).— Ἐνώπιον τοῦ Ἐφετείου κατεδικάσθησαν οἱ κατηγορούμενοι διὰ τὰς ἀτασθαλίας εἰς τὸ Σαχαρουργεῖον Λαρίσης. (212, 1370, 394, 1452)
route-change-headline: ΑΝΑΜΕΝΕΤΑΙ ΑΛΛΑΓΗ ΠΟΡΕΙΑΝ ΠΡΟΣ ΑΘΗΝΑΣ (956, 1192, 1161, 1221)
prefects-headline: ΔΙΑΤΗΡΗΣΕΙ ΚΑΙ ΟΙ ΕΞ ΚΡΙΘΕΝΤΕΣ ΝΟΜΑΡΧΑΙ (425, 1403, 572, 1432)
ika-body (609, 867, 935, 993)
article-paragraph: ΣΟΥΘΑΜΠΤΟΝ, 15. (Ρώυτερ).— Ἕνας ἄγγλος ἐκατομμυριοῦχος ἀπεφάσισε νὰ παραμείνῃ ἐπ' ἄπειρον ταξιδεύων ἐπὶ ἑλληνικοῦ ὑπερωκεανείου. (609, 1288, 767, 1369)
gendarmerie-review-headline: Η ΕΤΗΣΙΑ ΚΡΙΣΙΣ ΤΩΝ ΥΠΟΣΤΡΑΤΗΓΩΝ ΧΩΡΟΦΥΛΑΚΗΣ (42, 1442, 179, 1485)
column-rule (1170, 61, 1171, 2295)
france-hbomb-body (20, 228, 394, 399)
achaia-fire-headline: ΠΥΡΚΑΓΙΑ ΑΠΕΤΕΦΡΩΣΕ ΜΕΓΑΛΗΝ ΔΑΣΙΚΗΝ ΕΚΤΑΣΙΝ ΕΙΣ ΑΧΑΪΑΝ (33, 1324, 188, 1367)
pm-mitsotakis-headline: Ο κ. ΠΡΩΘΥΠΟΥΡΓΟΣ ΘΑ ΣΥΝΕΡΓΑΣΘΗ ΣΗΜΕΡΟΝ ΜΕ ΤΟΝ κ. ΜΗΤΣΟΤΑΚΗΝ (410, 839, 588, 882)
allamanis-archbishop-headline: Ο κ. ΑΛΛΑΜΑΝΗΣ ΣΥΝΕΖΗΤΗΣΕ ΧΘΕΣ ΜΕ ΤΟΝ ΑΡΧΙΕΠΙΣΚΟΠΟΝ ΤΟ ΘΕΜΑ ΤΩΝ ΜΗΤΡΟΠΟΛΙΤΙΚΩΝ ΕΔΡΩΝ (614, 444, 929, 501)
article-paragraph: Τὸ κόμμα τῶν Ἐλευθέρων Δημοκρατῶν ζητεῖ τὸ ὑπουργεῖον Ἐξωτερικῶν, ἐνῷ ἡ ἡγεσία τῶν Χριστιανοδημοκρατῶν ἀρνεῖται. (Ρώυτερ) (1367, 239, 1548, 306)
indonesia-body (406, 239, 1164, 428)
center-section (406, 61, 1164, 2295)
left-column (20, 61, 394, 2295)
stefanopoulos-mavros-headline: Ο κ. ΣΤΕΦΑΝΟΠΟΥΛΟΣ ΕΔΕΧΘΗ ΤΟΝ κ. ΜΑΥΡΟΝ (418, 1151, 579, 1180)
article-paragraph: Ὁ ὑπουργὸς τῆς Προεδρίας ἀνεκοίνωσεν ὅτι θὰ ἀντιμετωπισθοῦν τὰ θέματα τοῦ προσωπικοῦ τῶν Νομικῶν Προσώπων Δημοσίου Δικαίου. (954, 1135, 1164, 1188)
divider (609, 998, 935, 999)
johnson-night-headline: ΑΝΗΣΥΧΟΝ ΝΥΚΤΑ ΔΙΗΛΘΕ ΧΘΕΣ Ο κ. ΤΖΟΝΣΟΝ ΑΛΛΑ ΟΙ ΙΑΤΡΟΙ ΔΕΝ ΕΚΔΗΛΩΝΟΥΝ ΑΝΗΣΥΧΙΑΣ (1203, 886, 1521, 944)
legislative-committee-body (20, 499, 394, 724)
article-paragraph: Ὁ κ. ὑπουργὸς προσέθεσεν ὅτι τὰ τροχαῖα δυστυχήματα αὐξάνονται καὶ ὅτι ἐπιβάλλεται ἡ τήρησις τῶν κανόνων. (406, 664, 592, 717)
farmers-doctor-headline: 10.000 ΑΓΡΟΤΑΙ ΣΤΕΡΟΥΝΤΑΙ ΙΑΤΡΟΥ (964, 1268, 1153, 1299)
article-paragraph: Ἡ συγκλητος τοῦ Πανεπιστημίου Ἀθηνῶν ἀπέστειλε τηλεγράφημα διαμαρτυρίας πρὸς τὰ ξένα ἀνώτατα πνευματικὰ ἱδρύματα διὰ τὰς διώξεις ἐναντίον τοῦ Οἰκουμενικοῦ Πατριαρχείου. (1176, 775, 1357, 869)
center-wide-block (609, 441, 1164, 1746)
sugar-factory-headline: ΚΑΤΕΔΙΚΑΣΘΗΣΑΝ ΔΙΑ ΤΑΣ ΑΤΑΣΘΑΛΙΑΣ ΤΟΥ ΣΑΧΑΡΟΥΡΓΕΙΟΥ (217, 1324, 389, 1367)
railway-demands-headline: ΣΥΓΧΕΤΙΣΘΗΣΑΝ ΤΑ ΑΙΤΗΜΑΤΑ ΤΩΝ ΣΙΔΗΡΟΔΡΟΜΙΚΩΝ (657, 1129, 887, 1160)
courthouse-headline: ΤΟ ΔΙΚΑΣΤΙΚΟΝ ΜΕΓΑΡΟΝ ΘΕΣΣΑΛΟΝΙΚΗΣ (635, 1427, 908, 1443)
allamanis-archbishop-subheadline: ΑΝΤΙΘΕΣΕΙΣ ΑΠΟΨΕΙΣ ΚΑΤΑ ΤΗΝ ΧΘΕΣΙΝΗΝ ΣΥΝΕΔΡΙΑΣΙΝ ΤΗΣ ΙΕΡΑΡΧΙΑΣ (640, 504, 904, 530)
thessaloniki-welcome-headline: ΕΝΘΟΥΣΙΩΔΗ ΥΠΟΔΟΧΗΝ ΕΠΙΦΥΛΑΣΣΕΙ ΑΥΡΙΟΝ Η ΘΕΣΣΑΛΟΝΙΚΗ ΕΙΣ ΤΟΝ κ. Γ. ΜΠΑΚΑΤΣΕΛΟΝ (1197, 1197, 1528, 1254)
rentis-headline: Ο κ. ΡΕΝΤΗΣ (458, 1074, 540, 1090)
divider (1176, 993, 1548, 994)
ocean-liner-body (609, 1289, 935, 1424)
chatzikos-headline: Ο κ. ΧΑΤΖΙΚΟΣ ΠΑΡΑΜΕΝΕΙ ΠΡΟΣΩΠΑΝΟΣ ΕΙΣΑΓΓΕΛΕΥΣ (409, 1317, 589, 1347)
article-paragraph: Ὁ Γάλλος ὑπουργὸς Ἀμύνης κ. Μεσμὲρ ἐδήλωσε σήμερον ὅτι αἱ γενικαὶ δοκιμαὶ θὰ πραγματοποιηθοῦν εἰς τὸ κέντρον δοκιμῶν τοῦ Εἰρηνικοῦ καὶ ὅτι τὸ κέντρον θὰ εἶναι ἕτοιμον ἐντὸς τοῦ 1966. Θὰ εἶναι ἕτοιμον ἀπὸ ἀπόψεως τεχνικῆς καὶ ἐγκαταστάσεων. (20, 273, 202, 394)
article-paragraph: Ὁ ὑπουργὸς Ἐσωτερικῶν ἀνεκοίνωσεν ὅτι οἱ νομάρχαι οἱ κριθέντες διατηροῦνται εἰς τὰς θέσεις των. (406, 1445, 592, 1498)
article-paragraph: Κατ' ἄλλας πληροφορίας περίπου 250 φοιτηταὶ συνεκρούσθησαν μὲ Κινέζους φοιτητὰς πρὸ τοῦ καιομένου κτιρίου τοῦ Πανεπιστημίου. Ὁ στρατὸς ἐπενέβη διὰ νὰ ἀποκαταστήσῃ τὴν τάξιν. (406, 357, 653, 423)
article-paragraph: Ὁ κ. Μεσμὲρ προέβη εἰς τὰς δηλώσεις ταύτας ἀπαντῶν εἰς ἐρωτήσεις δημοσιογράφων, μετὰ τὴν παρουσίασιν, ὑπὸ τοῦ Συνδέσμου Συντακτῶν, τοῦ ἀτομικοῦ προγράμματος τῆς χώρας. Ὁ Γάλλος ὑπουργὸς προσέθεσεν ὅτι ὁ ἐκσυγχρονισμὸς τῶν ἐνόπλων δυνάμεων συνεχίζεται συμφώνως πρὸς τὰ προβλεφθέντα. (Γαλλικὸν Πρακτορεῖον) (212, 227, 394, 390)
article-paragraph: Αἱ συνεννοήσεις διὰ τὸν σχηματισμὸν κυβερνήσεως, μεταξὺ Χριστιανοδημοκρατῶν καὶ τῶν Ἐλευθέρων Δημοκρατῶν διεκόπησαν σήμερον. (1367, 168, 1548, 234)
